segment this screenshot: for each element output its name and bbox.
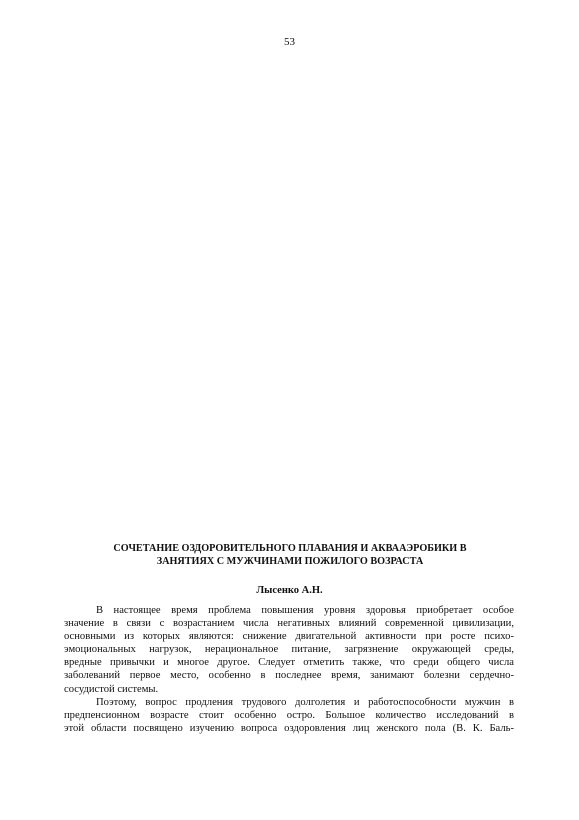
text-line: Поэтому, вопрос продления трудового долголетия и работоспособности мужчин в xyxy=(96,696,514,708)
text-line: значение в связи с возрастанием числа негативных влияний современной цивилизации, xyxy=(64,618,514,630)
text-line: заболеваний первое место, особенно в последнее время, занимают болезни сердечно- xyxy=(64,670,514,682)
article-title-line-1: СОЧЕТАНИЕ ОЗДОРОВИТЕЛЬНОГО ПЛАВАНИЯ И АКВААЭРОБИКИ В xyxy=(113,543,467,554)
text-line: В настоящее время проблема повышения уровня здоровья приобретает особое xyxy=(96,605,514,616)
paragraph-1 xyxy=(64,604,514,696)
text-line: этой области посвящено изучению вопроса оздоровления лиц женского пола (В. К. Баль- xyxy=(64,722,514,734)
page-number: 53 xyxy=(284,36,295,48)
article-body xyxy=(64,604,514,735)
text-line: эмоциональных нагрузок, нерациональное питание, загрязнение окружающей среды, xyxy=(64,644,514,656)
paragraph-2 xyxy=(64,696,514,735)
article-author: Лысенко А.Н. xyxy=(256,585,323,596)
text-line: сосудистой системы. xyxy=(64,683,159,695)
text-line: вредные привычки и многое другое. Следует отметить также, что среди общего числа xyxy=(64,657,514,669)
text-line: предпенсионном возрасте стоит особенно остро. Большое количество исследований в xyxy=(64,709,514,721)
text-line: основными из которых являются: снижение двигательной активности при росте психо- xyxy=(64,631,514,643)
article-title xyxy=(60,542,520,568)
article-title-line-2: ЗАНЯТИЯХ С МУЖЧИНАМИ ПОЖИЛОГО ВОЗРАСТА xyxy=(156,556,424,567)
